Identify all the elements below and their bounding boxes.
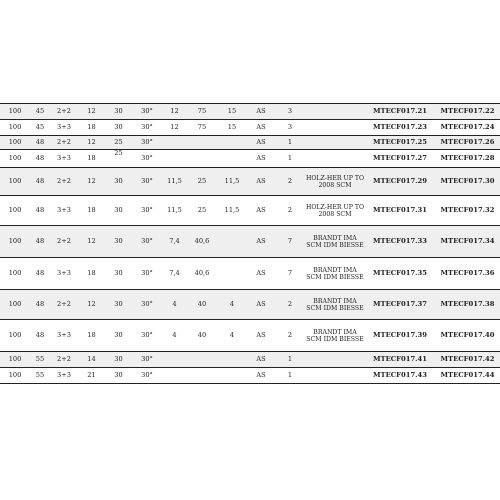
- table-cell: 11,5: [167, 205, 182, 214]
- table-cell: 3+3: [57, 205, 71, 214]
- table-row: [0, 196, 500, 226]
- table-cell: 30: [114, 268, 123, 277]
- table-cell: 4: [229, 299, 235, 308]
- table-cell: 30: [114, 176, 123, 185]
- table-cell: 12: [87, 236, 96, 245]
- table-cell: 100: [8, 205, 22, 214]
- table-cell: [217, 352, 247, 368]
- table-cell: 30°: [141, 268, 153, 277]
- product-code-cell: MTECF017.39: [372, 330, 427, 339]
- product-code-cell: MTECF017.40: [440, 330, 495, 339]
- table-row: [0, 120, 500, 136]
- table-cell: 100: [8, 354, 22, 363]
- table-cell: 1: [287, 354, 293, 363]
- product-code-cell: MTECF017.38: [440, 299, 495, 308]
- table-cell: 12: [170, 122, 179, 131]
- table-cell: 30°: [141, 236, 153, 245]
- table-row: [0, 290, 500, 320]
- product-code-cell: MTECF017.36: [440, 268, 495, 277]
- table-cell: 18: [87, 330, 96, 339]
- table-cell: 30: [114, 370, 123, 379]
- product-code-cell: MTECF017.25: [372, 137, 427, 146]
- product-code-cell: MTECF017.26: [440, 137, 495, 146]
- table-cell: 30°: [141, 354, 153, 363]
- table-cell: 30°: [141, 176, 153, 185]
- table-cell: 12: [87, 176, 96, 185]
- table-cell: [217, 226, 247, 258]
- machine-note-cell: BRANDT IMA SCM IDM BIESSE: [306, 266, 364, 281]
- table-cell: 100: [8, 122, 22, 131]
- table-cell: 1: [287, 153, 293, 162]
- table-row: [0, 104, 500, 120]
- table-row: [0, 136, 500, 150]
- table-cell: 2+2: [57, 299, 71, 308]
- table-cell: [162, 368, 187, 384]
- table-cell: 48: [35, 205, 45, 214]
- table-cell: AS: [256, 330, 266, 339]
- table-cell: 30°: [141, 205, 153, 214]
- table-cell: 2+2: [57, 236, 71, 245]
- table-cell: 48: [35, 330, 45, 339]
- table-cell: 4: [229, 330, 235, 339]
- table-cell: 4: [172, 330, 177, 339]
- table-cell: 30: [114, 236, 123, 245]
- product-code-cell: MTECF017.34: [440, 236, 495, 245]
- table-cell: 7: [287, 268, 293, 277]
- table-cell: [162, 352, 187, 368]
- table-cell: 100: [8, 330, 22, 339]
- table-cell: [217, 150, 247, 168]
- table-cell: 7,4: [169, 236, 180, 245]
- table-cell: AS: [256, 137, 266, 146]
- table-cell: AS: [256, 176, 266, 185]
- table-cell: [217, 368, 247, 384]
- table-cell: [187, 136, 217, 150]
- table-cell: 3+3: [57, 153, 71, 162]
- table-cell: 45: [35, 122, 45, 131]
- machine-note-cell: [305, 150, 365, 168]
- table-cell: 100: [8, 370, 22, 379]
- table-cell: 3: [287, 106, 293, 115]
- product-code-cell: MTECF017.22: [440, 106, 495, 115]
- table-cell: 100: [8, 236, 22, 245]
- table-cell: 25: [114, 137, 123, 146]
- machine-note-cell: BRANDT IMA SCM IDM BIESSE: [306, 234, 364, 249]
- table-cell: 11,5: [167, 176, 182, 185]
- table-cell: AS: [256, 205, 266, 214]
- table-cell: 18: [87, 153, 96, 162]
- table-cell: 3+3: [57, 370, 71, 379]
- table-cell: 1: [287, 137, 293, 146]
- table-cell: 30°: [141, 122, 153, 131]
- table-cell: 12: [170, 106, 179, 115]
- table-cell: 45: [35, 106, 45, 115]
- table-cell: 3: [287, 122, 293, 131]
- product-code-cell: MTECF017.31: [372, 205, 427, 214]
- table-cell: 2: [287, 205, 293, 214]
- product-code-cell: MTECF017.29: [372, 176, 427, 185]
- table-cell: 48: [35, 299, 45, 308]
- machine-note-cell: HOLZ-HER UP TO 2008 SCM: [305, 174, 365, 189]
- product-code-cell: MTECF017.32: [440, 205, 495, 214]
- product-code-cell: MTECF017.37: [372, 299, 427, 308]
- spec-body: [0, 104, 500, 384]
- table-cell: 100: [8, 153, 22, 162]
- table-cell: AS: [256, 106, 266, 115]
- table-row: [0, 258, 500, 290]
- machine-note-cell: [305, 104, 365, 120]
- table-cell: 30: [114, 122, 123, 131]
- table-cell: 75: [197, 122, 207, 131]
- table-cell: 48: [35, 268, 45, 277]
- table-cell: AS: [256, 268, 266, 277]
- table-cell: 2+2: [57, 354, 71, 363]
- table-cell: 100: [8, 176, 22, 185]
- table-cell: 11,5: [224, 176, 240, 185]
- table-cell: 30°: [141, 330, 153, 339]
- table-cell: 100: [8, 106, 22, 115]
- table-cell: 12: [87, 106, 96, 115]
- table-cell: 18: [87, 268, 96, 277]
- table-cell: AS: [256, 153, 266, 162]
- table-cell: 30°: [141, 106, 153, 115]
- table-cell: 3+3: [57, 122, 71, 131]
- table-cell: 40: [197, 299, 207, 308]
- table-cell: [187, 150, 217, 168]
- table-cell: 25: [197, 205, 207, 214]
- product-code-cell: MTECF017.24: [440, 122, 495, 131]
- table-cell: [217, 136, 247, 150]
- table-cell: [162, 136, 187, 150]
- product-code-cell: MTECF017.30: [440, 176, 495, 185]
- table-cell: AS: [256, 236, 266, 245]
- table-cell: 14: [87, 354, 96, 363]
- product-code-cell: MTECF017.43: [372, 370, 427, 379]
- table-cell: 3+3: [57, 268, 71, 277]
- product-code-cell: MTECF017.41: [372, 354, 427, 363]
- table-cell: 48: [35, 137, 45, 146]
- table-cell: 7: [287, 236, 293, 245]
- table-cell: [187, 368, 217, 384]
- table-cell: 75: [197, 106, 207, 115]
- table-cell: 12: [87, 299, 96, 308]
- table-cell: 40: [197, 330, 207, 339]
- table-cell: 11,5: [224, 205, 240, 214]
- table-cell: AS: [256, 354, 266, 363]
- table-row: [0, 368, 500, 384]
- table-cell: 100: [8, 137, 22, 146]
- table-cell: 30: [114, 354, 123, 363]
- table-cell: 30: [114, 205, 123, 214]
- table-cell: 25: [197, 176, 207, 185]
- table-cell: 18: [87, 122, 96, 131]
- machine-note-cell: [305, 120, 365, 136]
- table-cell: AS: [256, 122, 266, 131]
- table-cell: 2+2: [57, 137, 71, 146]
- machine-note-cell: BRANDT IMA SCM IDM BIESSE: [306, 328, 364, 343]
- table-cell: 55: [35, 370, 45, 379]
- table-cell: 40,6: [194, 236, 210, 245]
- table-cell: 1: [287, 370, 293, 379]
- table-row: [0, 320, 500, 352]
- machine-note-cell: [305, 352, 365, 368]
- table-cell: 48: [35, 236, 45, 245]
- table-cell: 100: [8, 299, 22, 308]
- product-code-cell: MTECF017.33: [372, 236, 427, 245]
- table-cell: 3+3: [57, 330, 71, 339]
- table-row: [0, 150, 500, 168]
- product-code-cell: MTECF017.27: [372, 153, 427, 162]
- product-code-cell: MTECF017.21: [372, 106, 427, 115]
- table-cell: 48: [35, 176, 45, 185]
- table-cell: 2: [287, 176, 293, 185]
- table-row: [0, 168, 500, 196]
- table-cell: 40,6: [194, 268, 210, 277]
- table-cell: 21: [87, 370, 96, 379]
- table-cell: 2+2: [57, 106, 71, 115]
- table-cell: 30: [114, 330, 123, 339]
- table-cell: [162, 150, 187, 168]
- table-cell: 7,4: [169, 268, 180, 277]
- table-cell: 2+2: [57, 176, 71, 185]
- table-cell: 30°: [141, 299, 153, 308]
- table-row: [0, 352, 500, 368]
- table-cell: 30°: [141, 137, 153, 146]
- table-cell: 30: [114, 106, 123, 115]
- table-cell: 30°: [141, 370, 153, 379]
- table-cell: 2: [287, 330, 293, 339]
- machine-note-cell: BRANDT IMA SCM IDM BIESSE: [306, 297, 364, 312]
- spec-table: [0, 103, 500, 384]
- table-cell: 100: [8, 268, 22, 277]
- product-code-cell: MTECF017.44: [440, 370, 495, 379]
- machine-note-cell: HOLZ-HER UP TO 2008 SCM: [305, 203, 365, 218]
- table-cell: 15: [227, 106, 237, 115]
- table-cell: 2: [287, 299, 293, 308]
- machine-note-cell: [305, 368, 365, 384]
- table-cell: AS: [256, 299, 266, 308]
- product-code-cell: MTECF017.23: [372, 122, 427, 131]
- table-cell: 30: [114, 299, 123, 308]
- table-cell: 4: [172, 299, 177, 308]
- table-cell: 55: [35, 354, 45, 363]
- product-code-cell: MTECF017.35: [372, 268, 427, 277]
- machine-note-cell: [305, 136, 365, 150]
- product-code-cell: MTECF017.28: [440, 153, 495, 162]
- table-row: [0, 226, 500, 258]
- table-cell: [187, 352, 217, 368]
- table-cell: 25: [114, 148, 123, 157]
- table-cell: AS: [256, 370, 266, 379]
- table-cell: [217, 258, 247, 290]
- table-cell: 30°: [141, 153, 153, 162]
- product-code-cell: MTECF017.42: [440, 354, 495, 363]
- table-cell: 18: [87, 205, 96, 214]
- table-cell: 12: [87, 137, 96, 146]
- table-cell: 15: [227, 122, 237, 131]
- table-cell: 48: [35, 153, 45, 162]
